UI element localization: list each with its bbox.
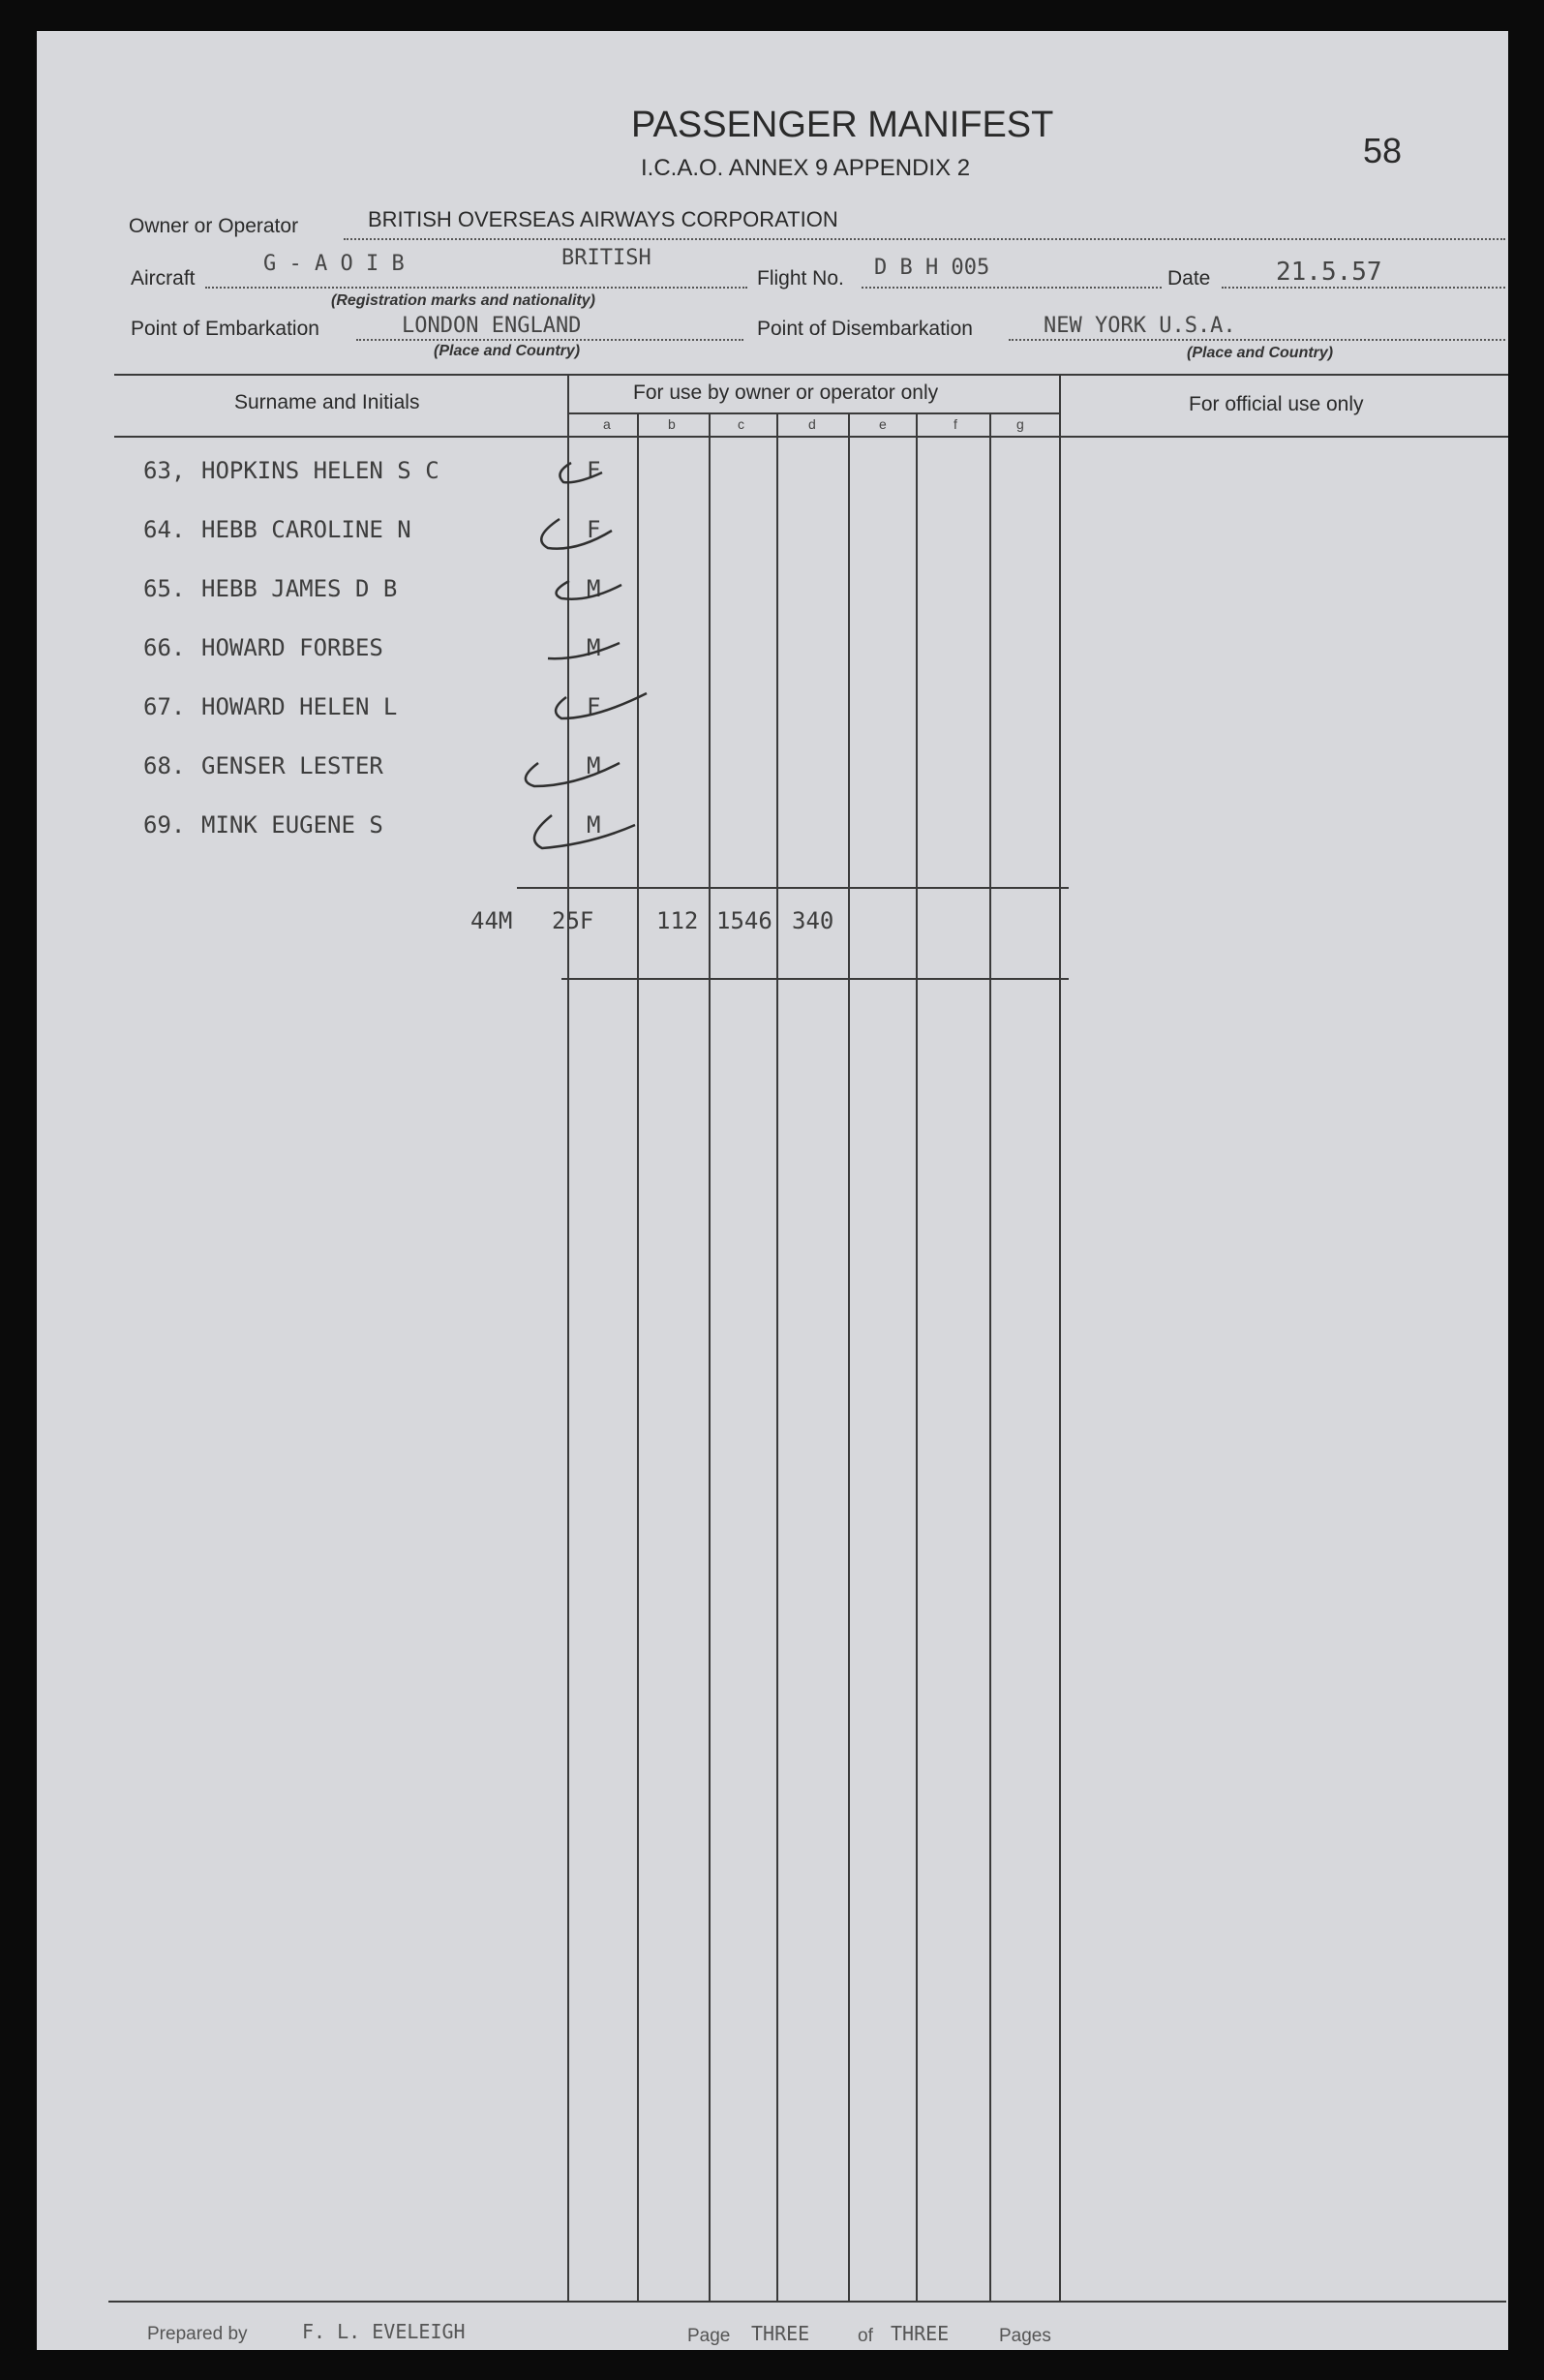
total-males: 44M [470, 907, 513, 934]
flight-number: D B H 005 [874, 256, 990, 280]
check-mark [548, 643, 620, 658]
subcol-b: b [668, 416, 676, 432]
total-column-d: 1546 [716, 907, 772, 934]
passenger-sex: M [587, 634, 601, 661]
passenger-number: 68. [143, 752, 186, 779]
passenger-number: 66. [143, 634, 186, 661]
disembarkation-value: NEW YORK U.S.A. [1044, 314, 1236, 338]
passenger-number: 64. [143, 516, 186, 543]
subcol-d: d [808, 416, 816, 432]
embarkation-value: LONDON ENGLAND [402, 314, 582, 338]
footer-rule [108, 2301, 1506, 2303]
check-mark [560, 463, 602, 482]
date-label: Date [1167, 267, 1211, 290]
passenger-number: 67. [143, 693, 186, 720]
subcol-c: c [738, 416, 744, 432]
subcol-f: f [954, 416, 957, 432]
subcol-a: a [603, 416, 611, 432]
page-label: Page [687, 2326, 731, 2346]
passenger-sex: F [587, 457, 601, 484]
passenger-name: HOWARD HELEN L [201, 693, 398, 720]
passenger-name: HOPKINS HELEN S C [201, 457, 439, 484]
date-value: 21.5.57 [1276, 258, 1382, 287]
passenger-number: 63, [143, 457, 186, 484]
disembarkation-caption: (Place and Country) [1187, 345, 1334, 361]
total-females: 25F [552, 907, 594, 934]
surname-column-header: Surname and Initials [234, 391, 420, 413]
passenger-name: HOWARD FORBES [201, 634, 383, 661]
passenger-sex: M [587, 811, 601, 839]
disembarkation-label: Point of Disembarkation [757, 318, 973, 340]
aircraft-registration: G - A O I B [263, 252, 405, 276]
passenger-number: 65. [143, 575, 186, 602]
total-column-e: 340 [792, 907, 834, 934]
check-mark [557, 581, 621, 599]
embarkation-label: Point of Embarkation [131, 318, 319, 340]
totals-top-rule [517, 887, 1069, 889]
owner-label: Owner or Operator [129, 215, 299, 237]
official-use-column-header: For official use only [1189, 393, 1364, 415]
check-mark [534, 815, 635, 848]
passenger-sex: F [587, 693, 601, 720]
aircraft-caption: (Registration marks and nationality) [331, 292, 595, 309]
prepared-by-label: Prepared by [147, 2324, 248, 2344]
passenger-sex: M [587, 575, 601, 602]
owner-value: BRITISH OVERSEAS AIRWAYS CORPORATION [368, 207, 838, 231]
of-value: THREE [891, 2322, 950, 2345]
check-mark [556, 693, 647, 718]
passenger-name: GENSER LESTER [201, 752, 383, 779]
total-column-c: 112 [656, 907, 699, 934]
pages-label: Pages [999, 2326, 1051, 2346]
of-label: of [858, 2326, 873, 2346]
embarkation-caption: (Place and Country) [434, 343, 581, 359]
owner-use-column-header: For use by owner or operator only [633, 381, 939, 404]
subcol-g: g [1016, 416, 1024, 432]
passenger-name: HEBB CAROLINE N [201, 516, 411, 543]
subcol-e: e [879, 416, 887, 432]
manifest-subtitle: I.C.A.O. ANNEX 9 APPENDIX 2 [641, 155, 971, 181]
passenger-sex: F [587, 516, 601, 543]
prepared-by-value: F. L. EVELEIGH [302, 2320, 466, 2343]
flight-label: Flight No. [757, 267, 844, 290]
passenger-name: MINK EUGENE S [201, 811, 383, 839]
check-mark [526, 763, 620, 786]
check-mark [541, 519, 612, 549]
passenger-number: 69. [143, 811, 186, 839]
aircraft-nationality: BRITISH [561, 246, 651, 270]
page-value: THREE [751, 2322, 810, 2345]
page-number: 58 [1363, 131, 1403, 170]
totals-bottom-rule [561, 978, 1069, 980]
manifest-title: PASSENGER MANIFEST [631, 105, 1054, 145]
passenger-sex: M [587, 752, 601, 779]
passenger-name: HEBB JAMES D B [201, 575, 398, 602]
aircraft-label: Aircraft [131, 267, 196, 290]
